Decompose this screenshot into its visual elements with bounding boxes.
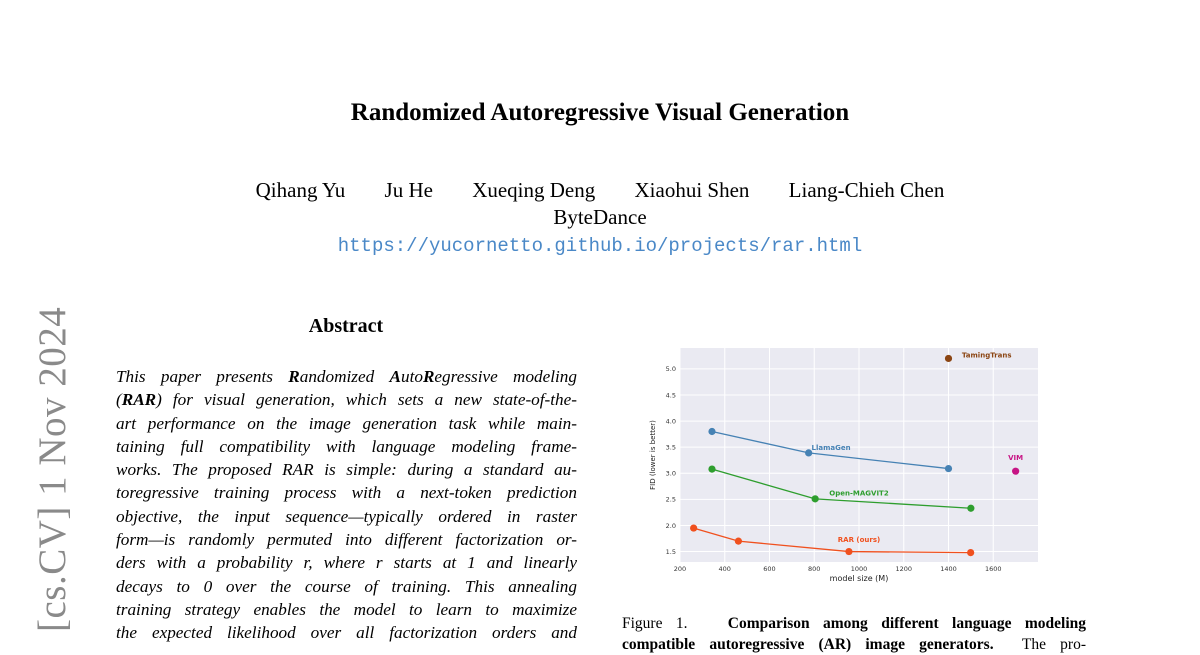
caption-line: Figure 1. Comparison among different language modeling xyxy=(622,615,1087,632)
abstract-line: training strategy enables the model to learn to maximize xyxy=(116,599,577,619)
abstract-line: (RAR) for visual generation, which sets a new state-of-the- xyxy=(116,390,577,410)
x-tick-label: 1400 xyxy=(940,565,957,573)
series-label: Open-MAGVIT2 xyxy=(829,489,889,498)
abstract-line: taining full compatibility with language modeling frame- xyxy=(116,436,577,456)
author: Xiaohui Shen xyxy=(634,178,750,202)
abstract-body xyxy=(116,365,577,645)
y-tick-label: 5.0 xyxy=(665,365,676,374)
data-point xyxy=(967,549,974,556)
data-point xyxy=(945,355,952,362)
data-point xyxy=(812,495,819,502)
abstract-line: objective, the input sequence—typically ordered in raster xyxy=(116,506,577,526)
y-tick-label: 2.5 xyxy=(665,495,676,504)
series-label: LlamaGen xyxy=(811,443,851,452)
x-tick-label: 400 xyxy=(718,565,731,573)
author: Liang-Chieh Chen xyxy=(788,178,945,202)
y-tick-label: 3.0 xyxy=(665,469,676,478)
data-point xyxy=(708,428,715,435)
abstract-line: art performance on the image generation task while main- xyxy=(116,413,577,433)
project-url-link[interactable]: https://yucornetto.github.io/projects/rar.html xyxy=(337,235,863,257)
x-tick-label: 600 xyxy=(763,565,776,573)
abstract-line: the expected likelihood over all factorization orders and xyxy=(116,623,577,643)
y-tick-label: 2.0 xyxy=(665,521,676,530)
data-point xyxy=(845,548,852,555)
y-tick-label: 3.5 xyxy=(665,443,676,452)
x-axis-label: model size (M) xyxy=(829,574,889,583)
data-point xyxy=(690,524,697,531)
abstract-line: toregressive training process with a next-token prediction xyxy=(116,483,577,503)
x-tick-label: 1600 xyxy=(984,565,1002,573)
figure-caption xyxy=(622,613,1086,655)
affiliation: ByteDance xyxy=(553,205,647,229)
abstract-line: form—is randomly permuted into different factorization or- xyxy=(116,530,577,550)
abstract-heading: Abstract xyxy=(308,315,384,337)
y-axis-label: FID (lower is better) xyxy=(649,420,657,490)
y-tick-label: 4.0 xyxy=(665,417,676,426)
data-point xyxy=(708,465,715,472)
paper-title: Randomized Autoregressive Visual Generation xyxy=(350,99,850,126)
author: Ju He xyxy=(384,178,433,202)
series-label: VIM xyxy=(1008,454,1024,463)
series-label: RAR (ours) xyxy=(837,536,881,545)
data-point xyxy=(945,465,952,472)
abstract-line: decays to 0 over the course of training. This annealing xyxy=(116,576,577,596)
y-tick-label: 1.5 xyxy=(665,547,676,556)
x-tick-label: 1000 xyxy=(850,565,868,573)
abstract-line: This paper presents Randomized AutoRegressive modeling xyxy=(116,367,577,386)
series-label: TamingTrans xyxy=(961,351,1012,360)
caption-line: compatible autoregressive (AR) image generators. The pro- xyxy=(622,636,1087,653)
x-tick-label: 200 xyxy=(673,565,687,573)
data-point xyxy=(735,538,742,545)
author: Xueqing Deng xyxy=(472,178,596,202)
data-point xyxy=(967,505,974,512)
author: Qihang Yu xyxy=(255,178,346,202)
x-tick-label: 800 xyxy=(808,565,821,573)
abstract-line: ders with a probability r, where r starts at 1 and linearly xyxy=(116,553,577,573)
abstract-line: works. The proposed RAR is simple: during a standard au- xyxy=(116,460,577,480)
arxiv-stamp: [cs.CV] 1 Nov 2024 xyxy=(31,306,74,632)
y-tick-label: 4.5 xyxy=(665,391,676,400)
caption-label: Figure 1. xyxy=(622,615,688,632)
x-tick-label: 1200 xyxy=(895,565,913,573)
data-point xyxy=(1012,468,1019,475)
author-list xyxy=(0,178,1200,203)
figure-1-chart xyxy=(640,346,1050,586)
